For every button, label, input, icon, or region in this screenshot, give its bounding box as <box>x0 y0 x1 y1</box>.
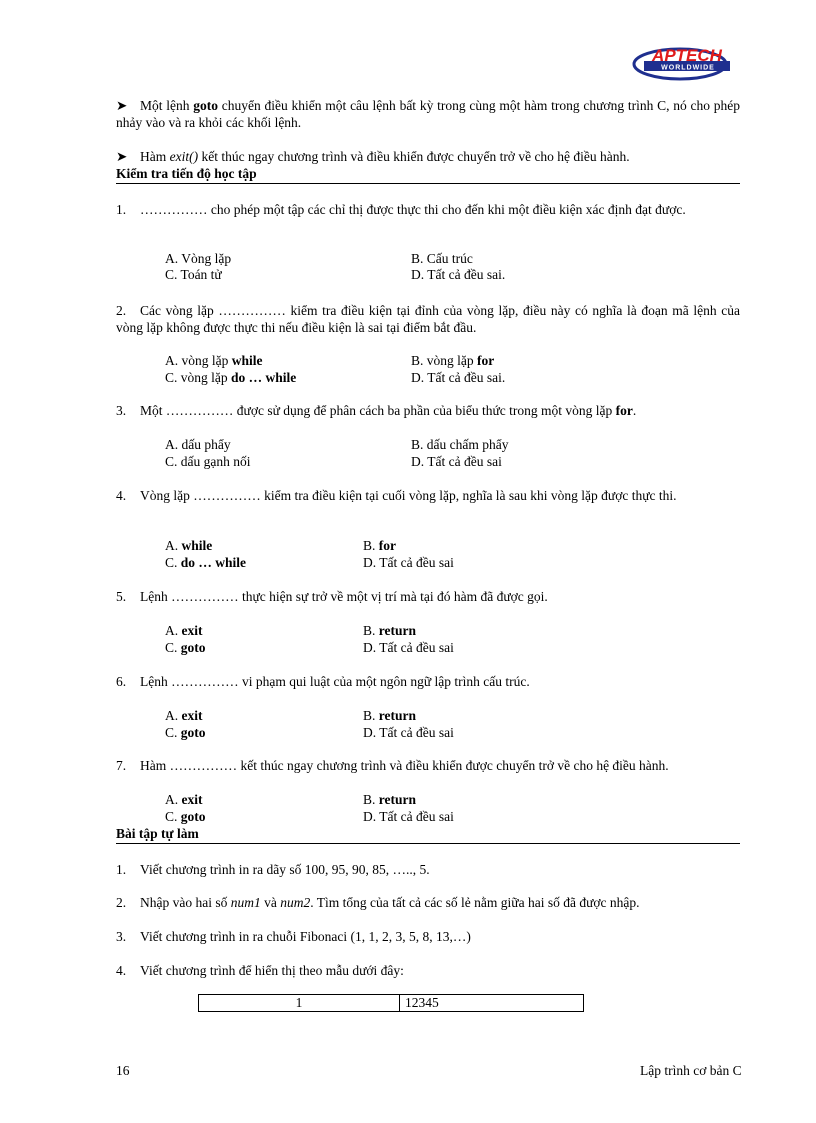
logo-brand: APTECH <box>652 46 722 65</box>
exercise-2: 2. Nhập vào hai số num1 và num2. Tìm tổng của tất cả các số lẻ nằm giữa hai số đã được nhập. <box>116 895 640 910</box>
q4-option-c: C. do … while <box>165 555 247 570</box>
q5-option-d: D. Tất cả đều sai <box>363 640 454 655</box>
q1-option-c: C. Toán tử <box>165 267 222 282</box>
question-6: 6. Lệnh …………… vi phạm qui luật của một ngôn ngữ lập trình cấu trúc. <box>116 674 530 689</box>
footer-title: Lập trình cơ bản C <box>640 1063 742 1078</box>
q6-option-a: A. exit <box>165 708 203 723</box>
q3-option-a: A. dấu phẩy <box>165 437 231 452</box>
q7-option-a: A. exit <box>165 792 203 807</box>
arrow-bullet-icon: ➤ <box>116 98 128 113</box>
exercise-4: 4. Viết chương trình để hiển thị theo mẫu dưới đây: <box>116 963 404 978</box>
q1-option-b: B. Cấu trúc <box>411 251 473 266</box>
arrow-bullet-icon: ➤ <box>116 149 128 164</box>
q2-option-d: D. Tất cả đều sai. <box>411 370 506 385</box>
question-2: 2. Các vòng lặp …………… kiểm tra điều kiện tại đỉnh của vòng lặp, điều này có nghĩa là đoạn mã lệnh của vòng lặp không được thực thi nếu điều kiện là sai tại điểm bắt đầu. <box>116 303 740 335</box>
q5-option-a: A. exit <box>165 623 203 638</box>
table-cell-1: 1 <box>199 995 400 1011</box>
q3-option-b: B. dấu chấm phẩy <box>411 437 509 452</box>
page-number: 16 <box>116 1063 130 1078</box>
q4-option-a: A. while <box>165 538 213 553</box>
q7-option-c: C. goto <box>165 809 206 824</box>
exercise-3: 3. Viết chương trình in ra chuỗi Fibonaci (1, 1, 2, 3, 5, 8, 13,…) <box>116 929 471 944</box>
q7-option-b: B. return <box>363 792 417 807</box>
section-heading-exercises: Bài tập tự làm <box>116 825 740 844</box>
q5-option-b: B. return <box>363 623 417 638</box>
table-cell-2: 12345 <box>405 995 439 1010</box>
q3-option-d: D. Tất cả đều sai <box>411 454 502 469</box>
q7-option-d: D. Tất cả đều sai <box>363 809 454 824</box>
q1-option-a: A. Vòng lặp <box>165 251 232 266</box>
q1-option-d: D. Tất cả đều sai. <box>411 267 506 282</box>
question-1: 1. …………… cho phép một tập các chỉ thị được thực thi cho đến khi một điều kiện xác định đạt được. <box>116 202 686 217</box>
q6-option-c: C. goto <box>165 725 206 740</box>
q4-option-b: B. for <box>363 538 397 553</box>
q6-option-b: B. return <box>363 708 417 723</box>
intro-bullet-2: ➤ Hàm exit() kết thúc ngay chương trình và điều khiển được chuyển trở về cho hệ điều hành. <box>116 149 630 164</box>
exercise-1: 1. Viết chương trình in ra dãy số 100, 95, 90, 85, ….., 5. <box>116 862 430 877</box>
q4-option-d: D. Tất cả đều sai <box>363 555 454 570</box>
intro-bullet-1: ➤ Một lệnh goto chuyển điều khiển một câu lệnh bất kỳ trong cùng một hàm trong chương trình C, nó cho phép nhảy vào và ra khỏi các khối lệnh. <box>116 98 740 130</box>
question-5: 5. Lệnh …………… thực hiện sự trở về một vị trí mà tại đó hàm đã được gọi. <box>116 589 548 604</box>
q3-option-c: C. dấu gạnh nối <box>165 454 251 469</box>
question-4: 4. Vòng lặp …………… kiểm tra điều kiện tại cuối vòng lặp, nghĩa là sau khi vòng lặp được thực thi. <box>116 488 677 503</box>
q2-option-c: C. vòng lặp do … while <box>165 370 297 385</box>
q2-option-a: A. vòng lặp while <box>165 353 263 368</box>
q5-option-c: C. goto <box>165 640 206 655</box>
section-heading-progress: Kiểm tra tiến độ học tập <box>116 165 740 184</box>
question-3: 3. Một …………… được sử dụng để phân cách ba phần của biểu thức trong một vòng lặp for. <box>116 403 637 418</box>
question-7: 7. Hàm …………… kết thúc ngay chương trình và điều khiển được chuyển trở về cho hệ điều hành. <box>116 758 669 773</box>
q6-option-d: D. Tất cả đều sai <box>363 725 454 740</box>
logo-sub: WORLDWIDE <box>661 64 715 72</box>
q2-option-b: B. vòng lặp for <box>411 353 495 368</box>
pattern-table <box>198 994 584 1012</box>
aptech-logo <box>630 44 738 82</box>
